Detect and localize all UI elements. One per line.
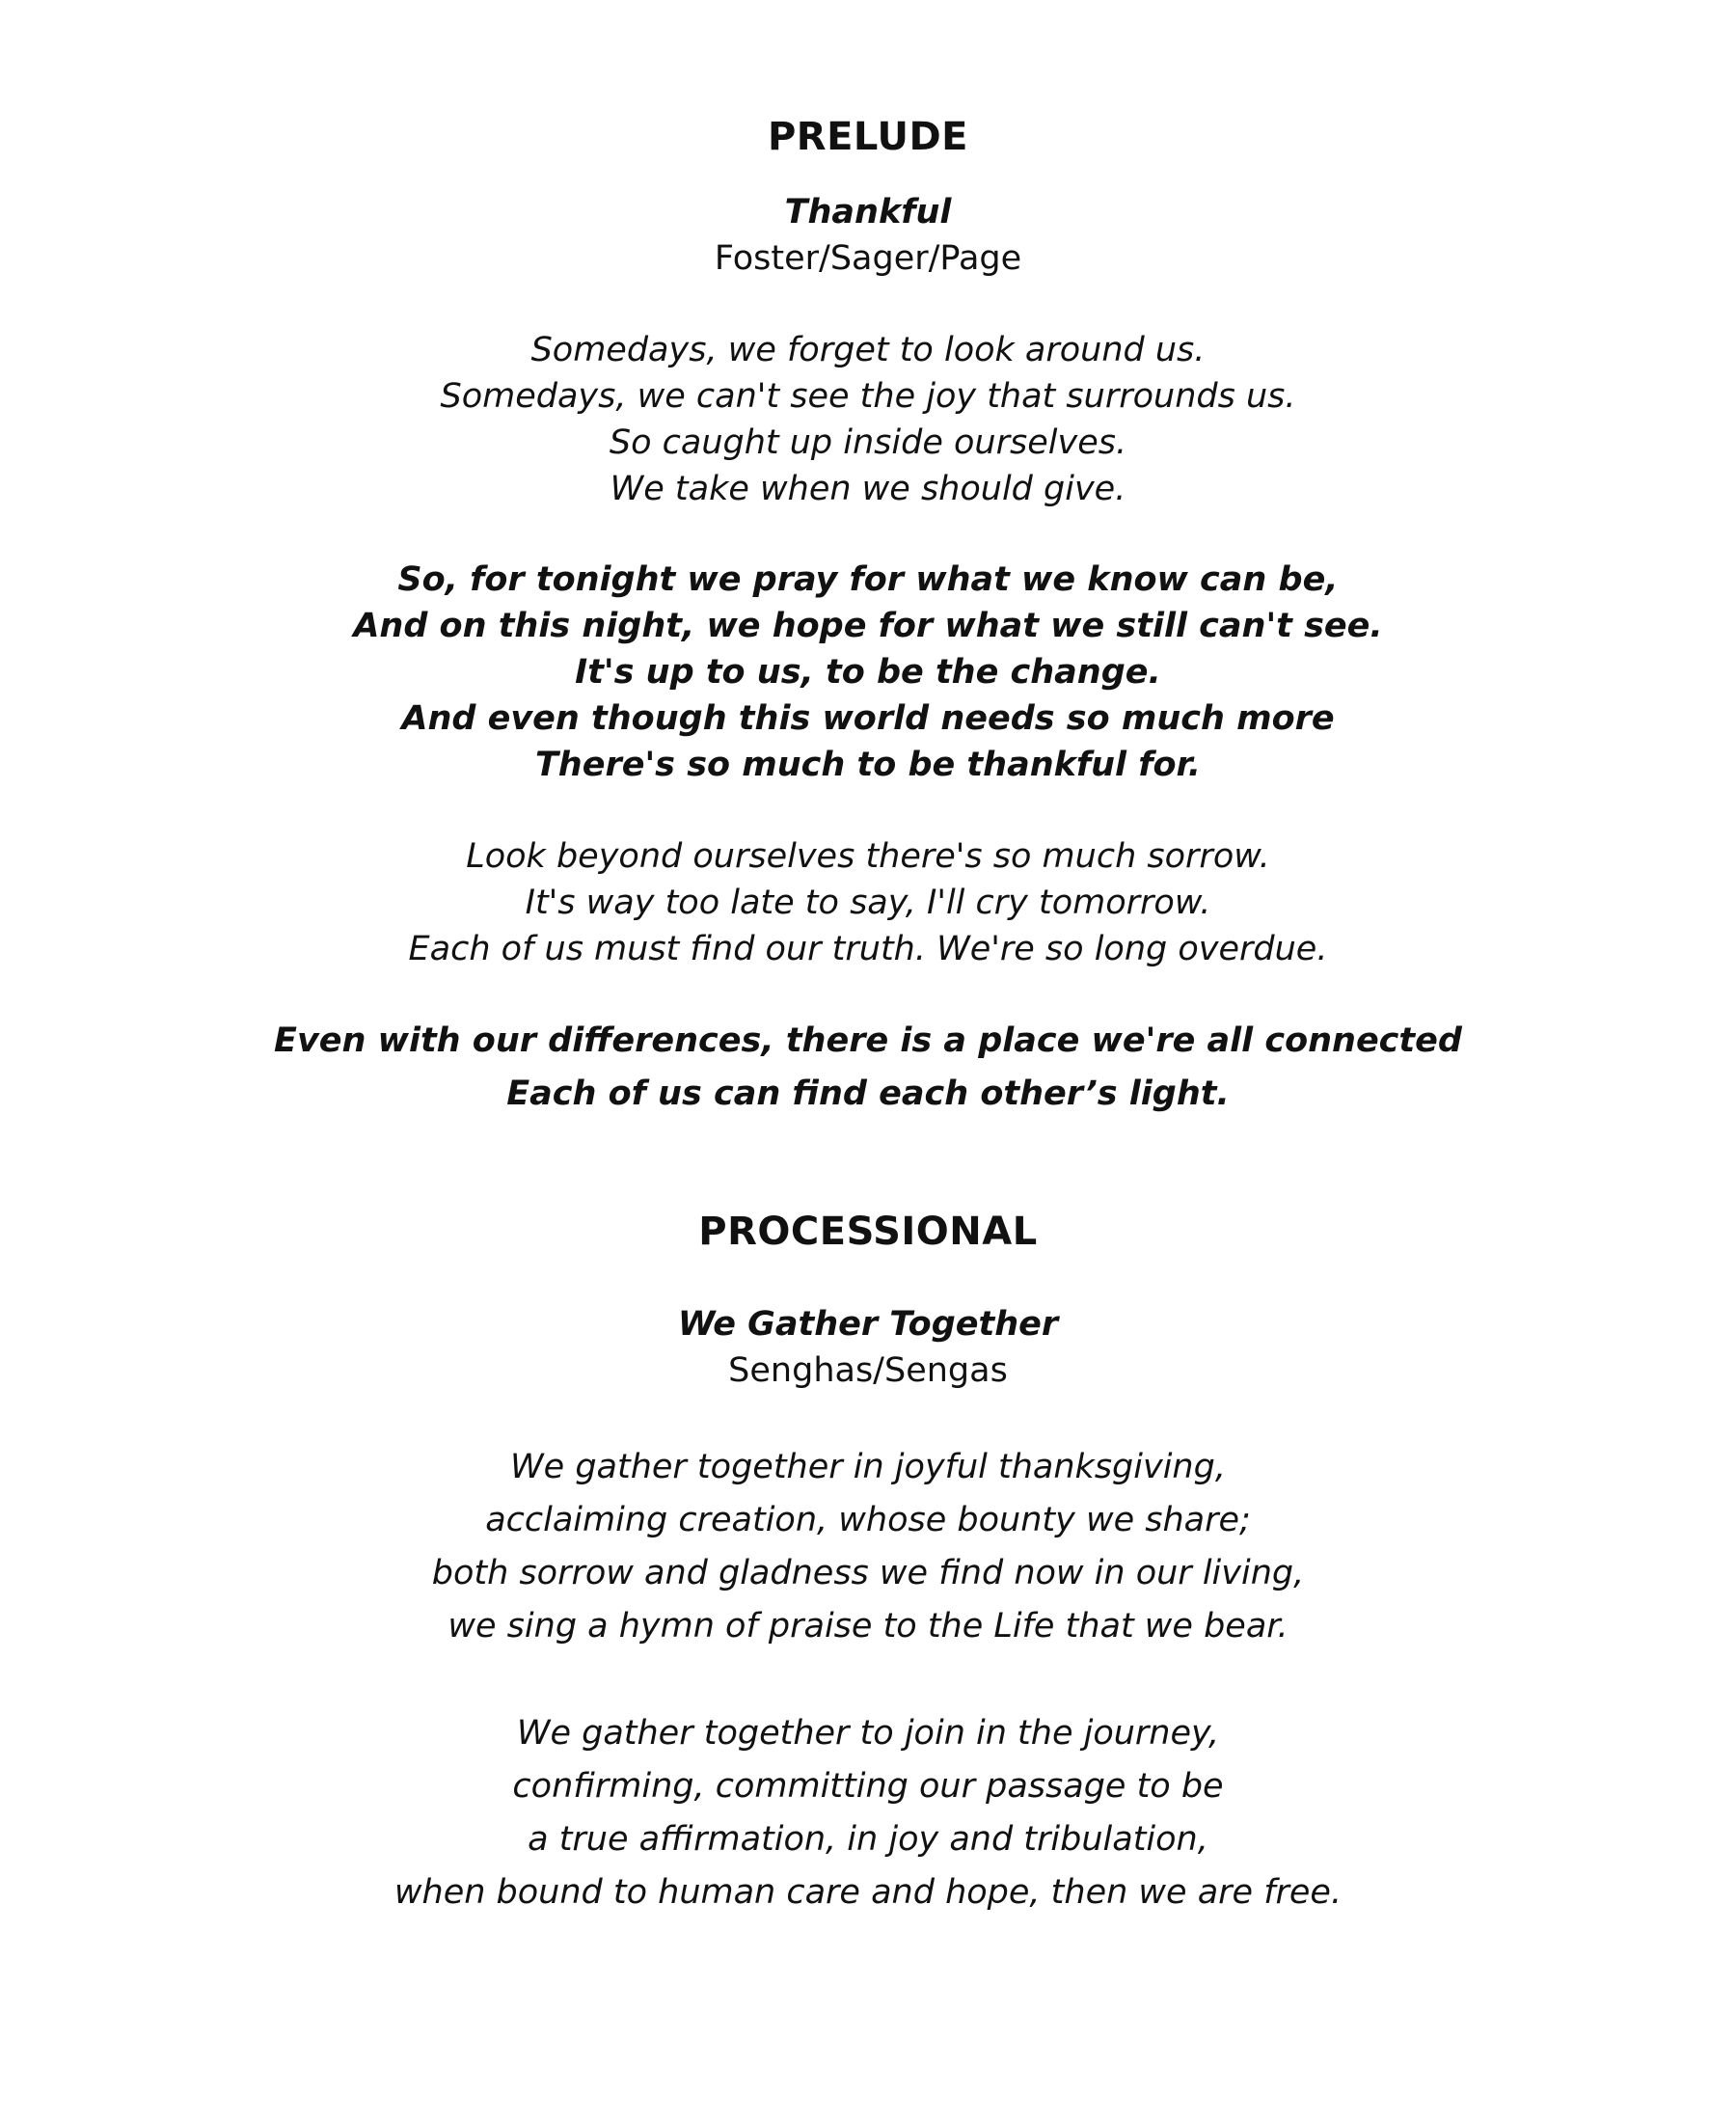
prelude-heading: PRELUDE <box>767 115 968 159</box>
lyric-line: And even though this world needs so much more <box>401 699 1335 738</box>
lyric-line: So, for tonight we pray for what we know can be, <box>397 560 1339 599</box>
lyric-line: we sing a hymn of praise to the Life that we bear. <box>448 1607 1288 1646</box>
lyric-line: Somedays, we can't see the joy that surrounds us. <box>440 377 1296 416</box>
lyric-line: Look beyond ourselves there's so much sorrow. <box>466 837 1270 876</box>
prelude-verse-2 <box>0 833 1736 972</box>
lyric-line: We take when we should give. <box>610 470 1126 508</box>
lyric-line: And on this night, we hope for what we still can't see. <box>353 607 1383 645</box>
lyric-line: acclaiming creation, whose bounty we share; <box>485 1501 1251 1539</box>
processional-heading: PROCESSIONAL <box>698 1210 1038 1254</box>
lyric-line: a true affirmation, in joy and tribulation, <box>528 1820 1208 1859</box>
lyric-line: There's so much to be thankful for. <box>534 746 1202 784</box>
processional-song-title: We Gather Together <box>677 1305 1059 1344</box>
processional-verse-1 <box>0 1441 1736 1653</box>
lyric-line: both sorrow and gladness we find now in our living, <box>431 1554 1305 1592</box>
lyric-line: Each of us can find each other’s light. <box>506 1075 1230 1113</box>
lyric-line: We gather together in joyful thanksgiving, <box>510 1448 1226 1486</box>
processional-verse-2 <box>0 1707 1736 1919</box>
lyric-line: It's way too late to say, I'll cry tomorrow. <box>525 884 1211 922</box>
lyric-line: We gather together to join in the journey, <box>516 1714 1220 1753</box>
lyric-line: Each of us must find our truth. We're so long overdue. <box>408 930 1328 968</box>
prelude-bridge <box>0 1015 1736 1121</box>
lyric-line: Somedays, we forget to look around us. <box>530 331 1206 369</box>
lyric-line: Even with our differences, there is a place we're all connected <box>274 1021 1462 1060</box>
lyric-line: It's up to us, to be the change. <box>575 653 1161 692</box>
prelude-song-title: Thankful <box>784 193 952 231</box>
lyric-line: when bound to human care and hope, then we are free. <box>393 1873 1343 1912</box>
prelude-verse-1 <box>0 327 1736 512</box>
processional-composer: Senghas/Sengas <box>728 1351 1008 1390</box>
lyric-line: So caught up inside ourselves. <box>609 423 1127 462</box>
lyric-line: confirming, committing our passage to be <box>512 1767 1224 1806</box>
prelude-chorus <box>0 557 1736 788</box>
prelude-composer: Foster/Sager/Page <box>714 239 1022 278</box>
